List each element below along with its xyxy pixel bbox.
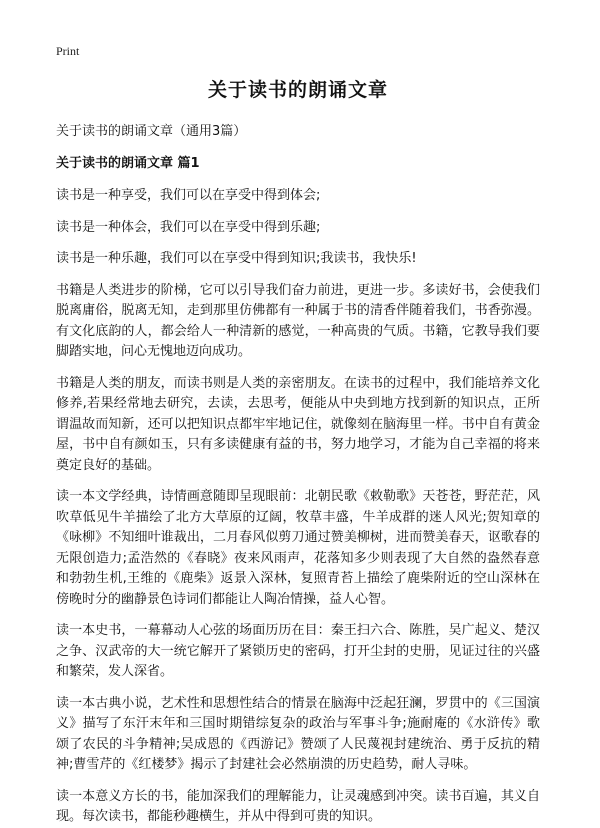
paragraph-4: 书籍是人类进步的阶梯，它可以引导我们奋力前进，更进一步。多读好书，会使我们脱离庸俗，脱离无知，走到那里仿佛都有一种属于书的清香伴随着我们，书香弥漫。有文化底韵的人，都会给人一种清新的感觉，一种高贵的气质。书籍，它教导我们要脚踏实地，问心无愧地迈向成功。 — [56, 282, 540, 359]
paragraph-8: 读一本古典小说，艺术性和思想性结合的情景在脑海中泛起狂澜，罗贯中的《三国演义》描写了东汗末年和三国时期错综复杂的政治与军事斗争;施耐庵的《水浒传》歌颂了农民的斗争精神;吴成恩的《西游记》赞颂了人民蔑视封建统治、勇于反抗的精神;曹雪芹的《红楼梦》揭示了封建社会必然崩溃的历史趋势，耐人寻味。 — [56, 695, 540, 772]
paragraph-7: 读一本史书，一幕幕动人心弦的场面历历在目：秦王扫六合、陈胜，吴广起义、楚汉之争、汉武帝的大一统它解开了紧锁历史的密码，打开尘封的史册，见证过往的兴盛和繁荣，发人深省。 — [56, 623, 540, 679]
page-title: 关于读书的朗诵文章 — [207, 79, 388, 101]
section-heading: 关于读书的朗诵文章 篇1 — [56, 156, 200, 171]
print-link[interactable]: Print — [56, 44, 80, 58]
paragraph-3: 读书是一种乐趣，我们可以在享受中得到知识;我读书，我快乐! — [56, 251, 417, 266]
paragraph-9: 读一本意义方长的书，能加深我们的理解能力，让灵魂感到冲突。读书百遍，其义自现。每次读书，都能秒趣横生，并从中得到可贵的知识。 — [56, 788, 540, 824]
paragraph-2: 读书是一种体会，我们可以在享受中得到乐趣; — [56, 219, 321, 235]
paragraph-6: 读一本文学经典，诗情画意随即呈现眼前：北朝民歌《敕勒歌》天苍苍，野茫茫，风吹草低见牛羊描绘了北方大草原的辽阔，牧草丰盛，牛羊成群的迷人风光;贺知章的《咏柳》不知细叶谁裁出，二月春风似剪刀通过赞美柳树，进而赞美春天，讴歌春的无限创造力;孟浩然的《春晓》夜来风雨声，花落知多少则表现了大自然的盎然春意和勃勃生机,王维的《鹿柴》返景入深林，复照青苔上描绘了鹿柴附近的空山深林在傍晚时分的幽静景色诗词们都能让人陶冶情操，益人心智。 — [56, 489, 540, 607]
paragraph-5: 书籍是人类的朋友，而读书则是人类的亲密朋友。在读书的过程中，我们能培养文化修养,若果经常地去研究，去读，去思考，便能从中央到地方找到新的知识点，正所谓温故而知新，还可以把知识点都牢牢地记住，就像刻在脑海里一样。书中自有黄金屋，书中自有颜如玉，只有多读健康有益的书，努力地学习，才能为自己幸福的将来奠定良好的基础。 — [56, 375, 540, 473]
paragraph-1: 读书是一种享受，我们可以在享受中得到体会; — [56, 188, 321, 203]
article-subtitle: 关于读书的朗诵文章（通用3篇） — [56, 124, 247, 139]
